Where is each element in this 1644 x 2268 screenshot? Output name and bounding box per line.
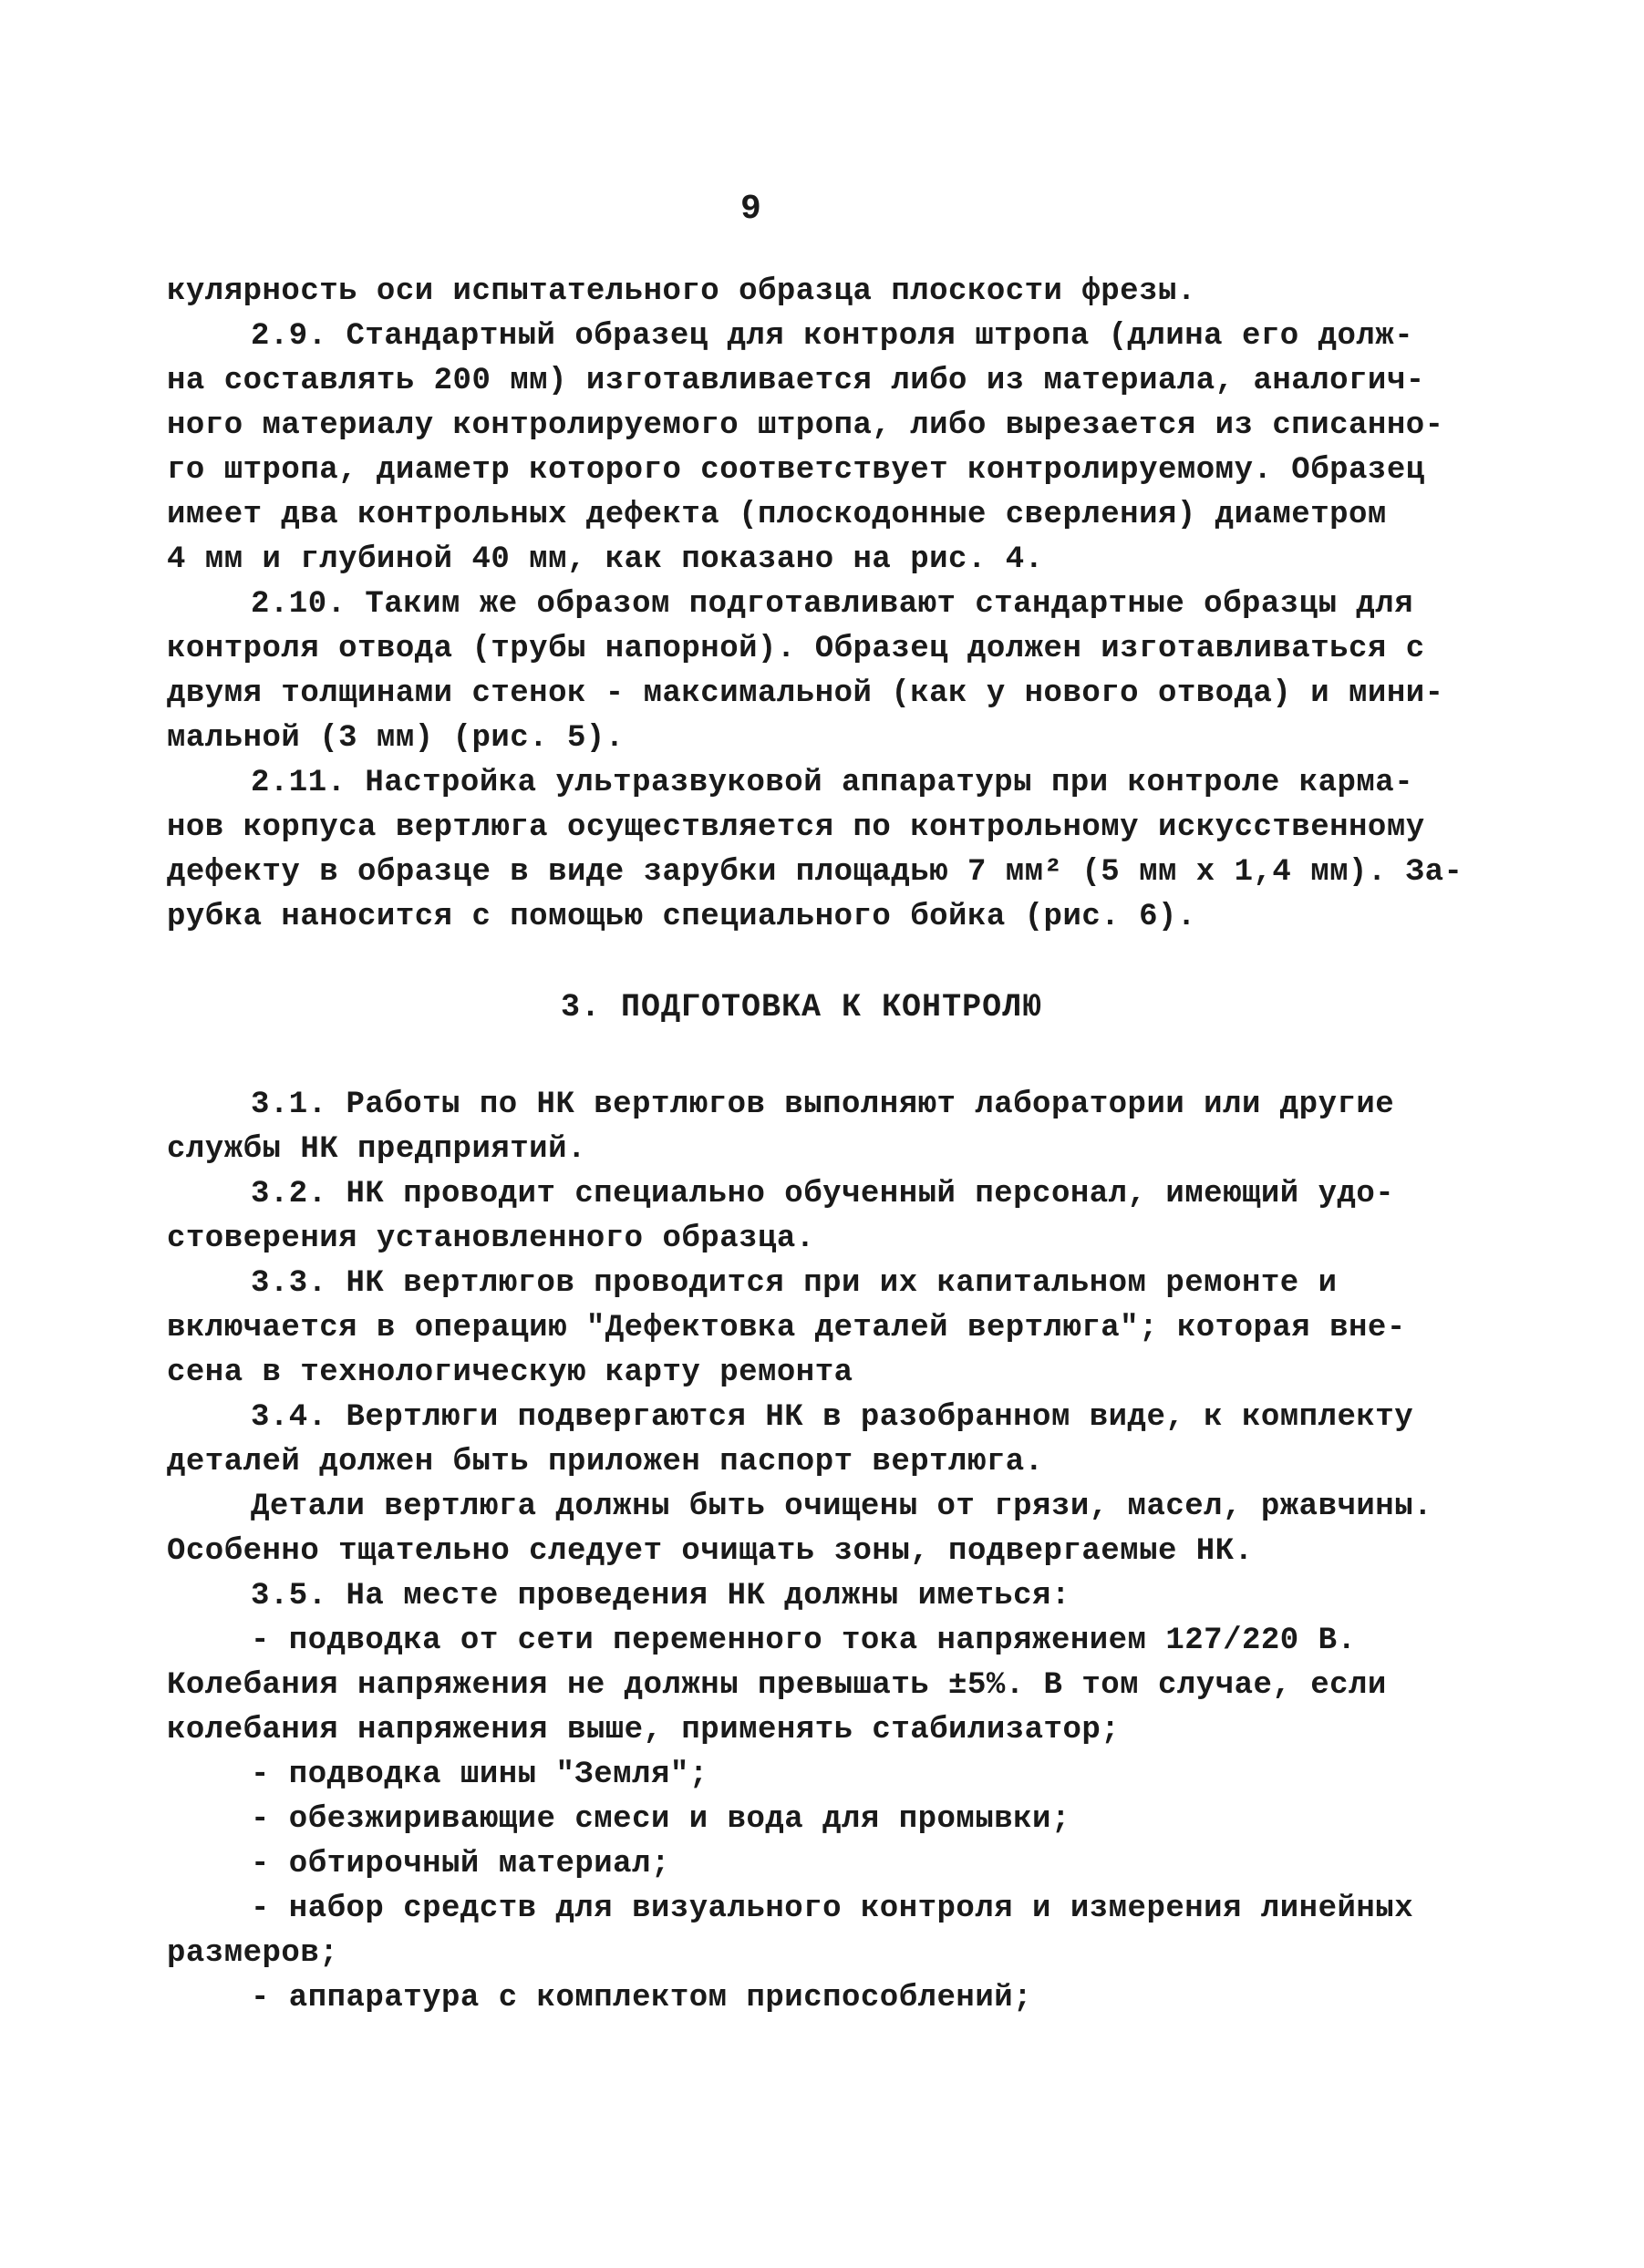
text-line: двумя толщинами стенок - максимальной (как у нового отвода) и мини-	[167, 676, 1444, 711]
text-line: - набор средств для визуального контроля и измерения линейных	[251, 1892, 1414, 1926]
text-line: 2.11. Настройка ультразвуковой аппаратуры при контроле карма-	[251, 766, 1414, 800]
text-line: 3.3. НК вертлюгов проводится при их капитальном ремонте и	[251, 1266, 1338, 1301]
text-line: деталей должен быть приложен паспорт вертлюга.	[167, 1445, 1044, 1479]
text-line: Детали вертлюга должны быть очищены от грязи, масел, ржавчины.	[251, 1490, 1433, 1524]
text-line: - обезжиривающие смеси и вода для промывки;	[251, 1802, 1070, 1837]
text-line: рубка наносится с помощью специального бойка (рис. 6).	[167, 900, 1196, 934]
text-line: - подводка от сети переменного тока напряжением 127/220 В.	[251, 1624, 1357, 1658]
text-line: Колебания напряжения не должны превышать ±5%. В том случае, если	[167, 1668, 1387, 1703]
text-line: ного материалу контролируемого штропа, либо вырезается из списанно-	[167, 408, 1444, 443]
text-line: колебания напряжения выше, применять стабилизатор;	[167, 1713, 1121, 1747]
text-line: 2.10. Таким же образом подготавливают стандартные образцы для	[251, 587, 1414, 622]
text-line: - аппаратура с комплектом приспособлений;	[251, 1981, 1033, 2015]
text-line: 3.2. НК проводит специально обученный персонал, имеющий удо-	[251, 1177, 1395, 1211]
text-line: нов корпуса вертлюга осуществляется по контрольному искусственному	[167, 810, 1425, 845]
page-number: 9	[740, 190, 761, 229]
text-line: дефекту в образце в виде зарубки площадью 7 мм² (5 мм x 1,4 мм). За-	[167, 855, 1463, 890]
text-line: кулярность оси испытательного образца плоскости фрезы.	[167, 274, 1196, 309]
text-line: 3.1. Работы по НК вертлюгов выполняют лаборатории или другие	[251, 1088, 1395, 1122]
section-heading: 3. ПОДГОТОВКА К КОНТРОЛЮ	[561, 989, 1043, 1026]
text-line: го штропа, диаметр которого соответствует контролируемому. Образец	[167, 453, 1425, 488]
text-line: контроля отвода (трубы напорной). Образец должен изготавливаться с	[167, 632, 1425, 666]
text-line: мальной (3 мм) (рис. 5).	[167, 721, 625, 756]
text-line: 4 мм и глубиной 40 мм, как показано на рис. 4.	[167, 542, 1044, 577]
text-line: 3.4. Вертлюги подвергаются НК в разобранном виде, к комплекту	[251, 1400, 1414, 1435]
text-line: - подводка шины "Земля";	[251, 1758, 708, 1792]
text-line: стоверения установленного образца.	[167, 1222, 815, 1256]
text-line: Особенно тщательно следует очищать зоны, подвергаемые НК.	[167, 1534, 1254, 1569]
text-line: 2.9. Стандартный образец для контроля штропа (длина его долж-	[251, 319, 1414, 354]
text-line: службы НК предприятий.	[167, 1132, 586, 1167]
text-line: - обтирочный материал;	[251, 1847, 670, 1881]
text-line: размеров;	[167, 1936, 339, 1971]
text-line: на составлять 200 мм) изготавливается либо из материала, аналогич-	[167, 364, 1425, 398]
text-line: имеет два контрольных дефекта (плоскодонные сверления) диаметром	[167, 498, 1387, 532]
text-line: 3.5. На месте проведения НК должны иметься:	[251, 1579, 1070, 1613]
text-line: сена в технологическую карту ремонта	[167, 1356, 853, 1390]
text-line: включается в операцию "Дефектовка деталей вертлюга"; которая вне-	[167, 1311, 1406, 1345]
